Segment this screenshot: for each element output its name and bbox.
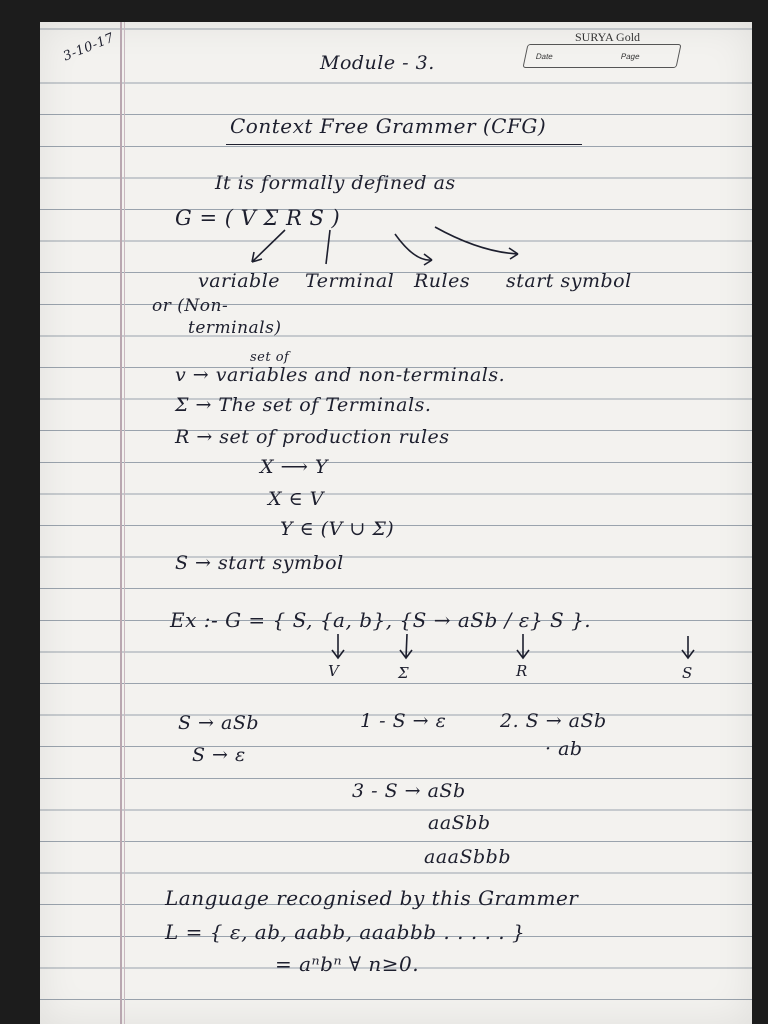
part-start-symbol: start symbol: [506, 270, 632, 292]
definition-intro: It is formally defined as: [215, 172, 456, 194]
variable-note-1: or (Non-: [152, 296, 229, 316]
brand-label: SURYA Gold: [575, 30, 641, 44]
derivation-3-result: aaaSbbb: [424, 846, 511, 868]
part-rules: Rules: [414, 270, 471, 292]
rule-x-in-v: X ∈ V: [268, 488, 324, 510]
derivation-1: 1 - S → ε: [360, 710, 447, 732]
variable-note-2: terminals): [188, 318, 282, 338]
notebook-page: [40, 22, 752, 1024]
label-r: R: [516, 662, 528, 680]
language-heading: Language recognised by this Grammer: [165, 886, 579, 910]
language-set: L = { ε, ab, aabb, aaabbb . . . . . }: [165, 920, 526, 944]
rule-y-in-v-sigma: Y ∈ (V ∪ Σ): [280, 518, 395, 540]
derivation-2: 2. S → aSb: [500, 710, 607, 732]
production-1: S → aSb: [178, 712, 260, 734]
module-heading: Module - 3.: [320, 52, 435, 74]
s-line: S → start symbol: [175, 552, 344, 574]
r-line: R → set of production rules: [175, 426, 450, 448]
language-formula: = aⁿbⁿ ∀ n≥0.: [275, 952, 420, 976]
date-note: 3-10-17: [61, 30, 117, 65]
part-variable: variable: [198, 270, 281, 292]
page-title: Context Free Grammer (CFG): [230, 114, 547, 138]
page-label: Page: [619, 52, 641, 61]
derivation-3-step: aaSbb: [428, 812, 491, 834]
rule-x-to-y: X ⟶ Y: [260, 456, 328, 478]
date-label: Date: [534, 52, 554, 61]
v-line: v → variables and non-terminals.: [175, 364, 506, 386]
derivation-3: 3 - S → aSb: [352, 780, 466, 802]
part-terminal: Terminal: [305, 270, 395, 292]
tuple-arrows: [40, 22, 752, 1024]
sigma-line: Σ → The set of Terminals.: [175, 394, 432, 416]
example-grammar: Ex :- G = { S, {a, b}, {S → aSb / ε} S }.: [170, 608, 592, 632]
label-v: V: [328, 662, 340, 680]
label-s: S: [682, 664, 693, 682]
label-sigma: Σ: [398, 664, 410, 682]
production-2: S → ε: [192, 744, 246, 766]
derivation-2-result: · ab: [545, 738, 583, 760]
v-line-above: set of: [250, 350, 290, 365]
grammar-tuple: G = ( V Σ R S ): [175, 206, 341, 230]
